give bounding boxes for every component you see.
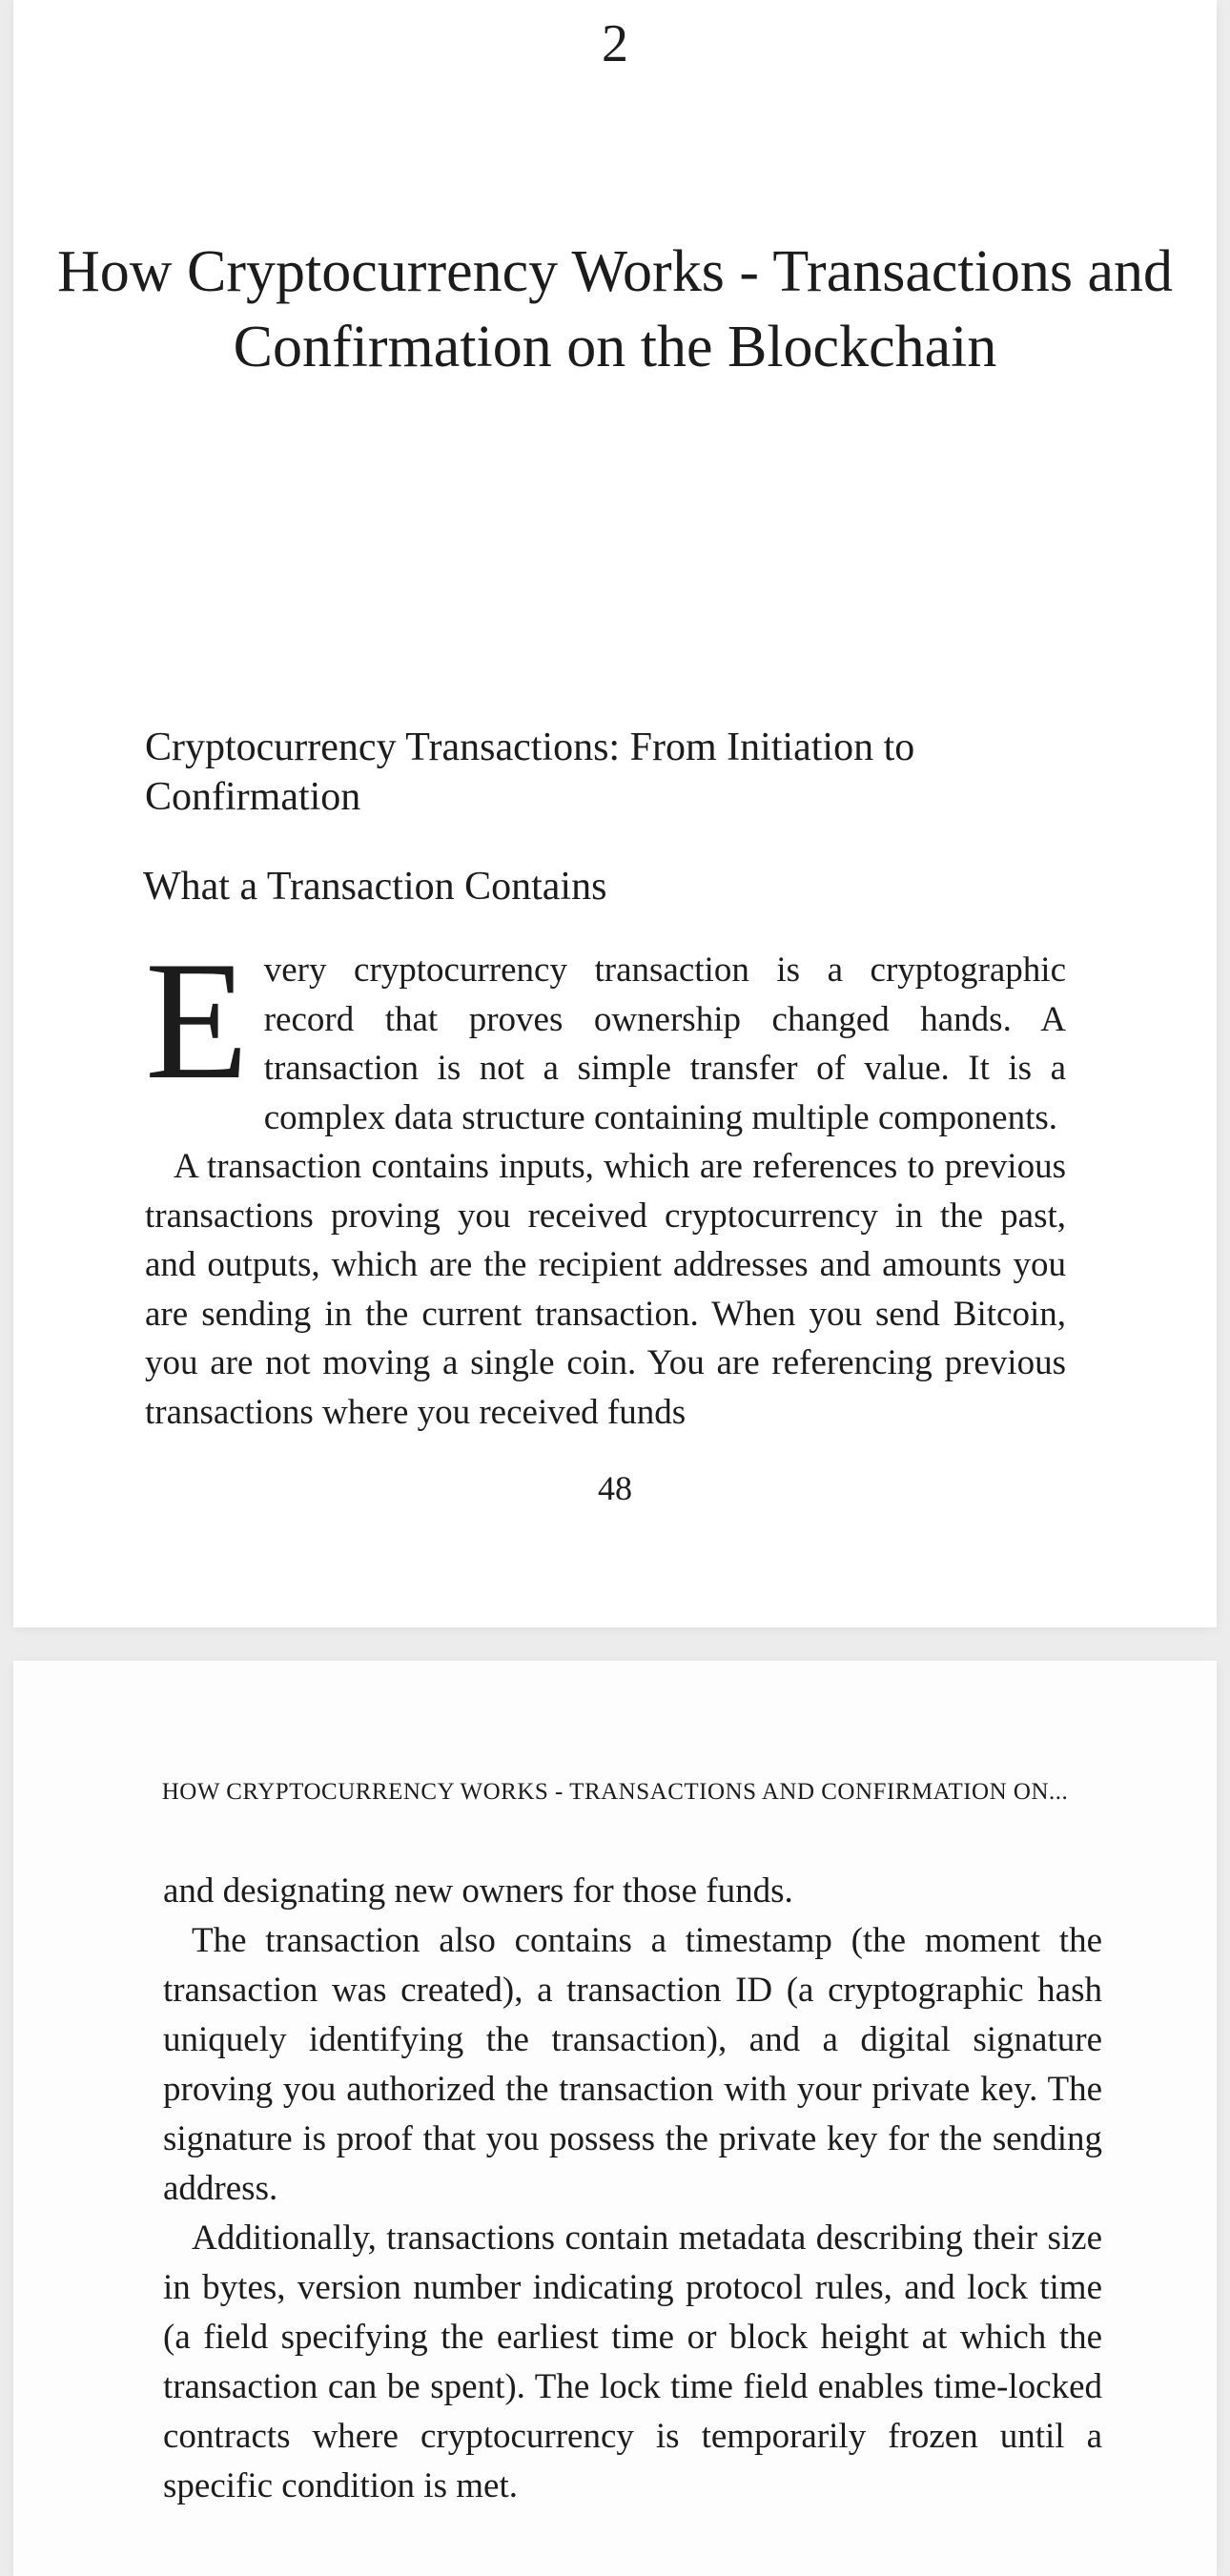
drop-cap: E [145, 926, 249, 1114]
opening-paragraph-text: very cryptocurrency transaction is a cryptographic record that proves ownership changed hands. A transaction is not a simple transfer of value. It is a complex data structure containing multiple components. [263, 951, 1066, 1137]
body-paragraph-metadata: Additionally, transactions contain metadata describing their size in bytes, version number indicating protocol rules, and lock time (a field specifying the earliest time or block height at which the transaction can be spent). The lock time field enables time-locked contracts where cryptocurrency is temporarily frozen until a specific condition is met. [163, 2218, 1102, 2505]
book-page-49[interactable] [13, 1661, 1217, 2576]
chapter-number: 2 [602, 14, 628, 73]
continued-paragraph: and designating new owners for those funds. [163, 1871, 793, 1911]
body-paragraph-inputs-outputs: A transaction contains inputs, which are references to previous transactions proving you received cryptocurrency in the past, and outputs, which are the recipient addresses and amounts you are sending in the current transaction. When you send Bitcoin, you are not moving a single coin. You are referencing previous transactions where you received funds [145, 1147, 1066, 1432]
section-heading: Cryptocurrency Transactions: From Initiation to Confirmation [145, 726, 915, 819]
body-paragraph-timestamp: The transaction also contains a timestamp (the moment the transaction was created), a transaction ID (a cryptographic hash uniquely identifying the transaction), and a digital signature proving you authorized the transaction with your private key. The signature is proof that you possess the private key for the sending address. [163, 1921, 1102, 2208]
chapter-title: How Cryptocurrency Works - Transactions and Confirmation on the Blockchain [57, 239, 1173, 379]
opening-paragraph [145, 926, 1066, 1142]
page-number: 48 [598, 1469, 632, 1507]
book-page-48[interactable] [13, 0, 1217, 1627]
sub-heading: What a Transaction Contains [143, 865, 607, 909]
running-head: HOW CRYPTOCURRENCY WORKS - TRANSACTIONS AND CONFIRMATION ON... [161, 1779, 1069, 1805]
